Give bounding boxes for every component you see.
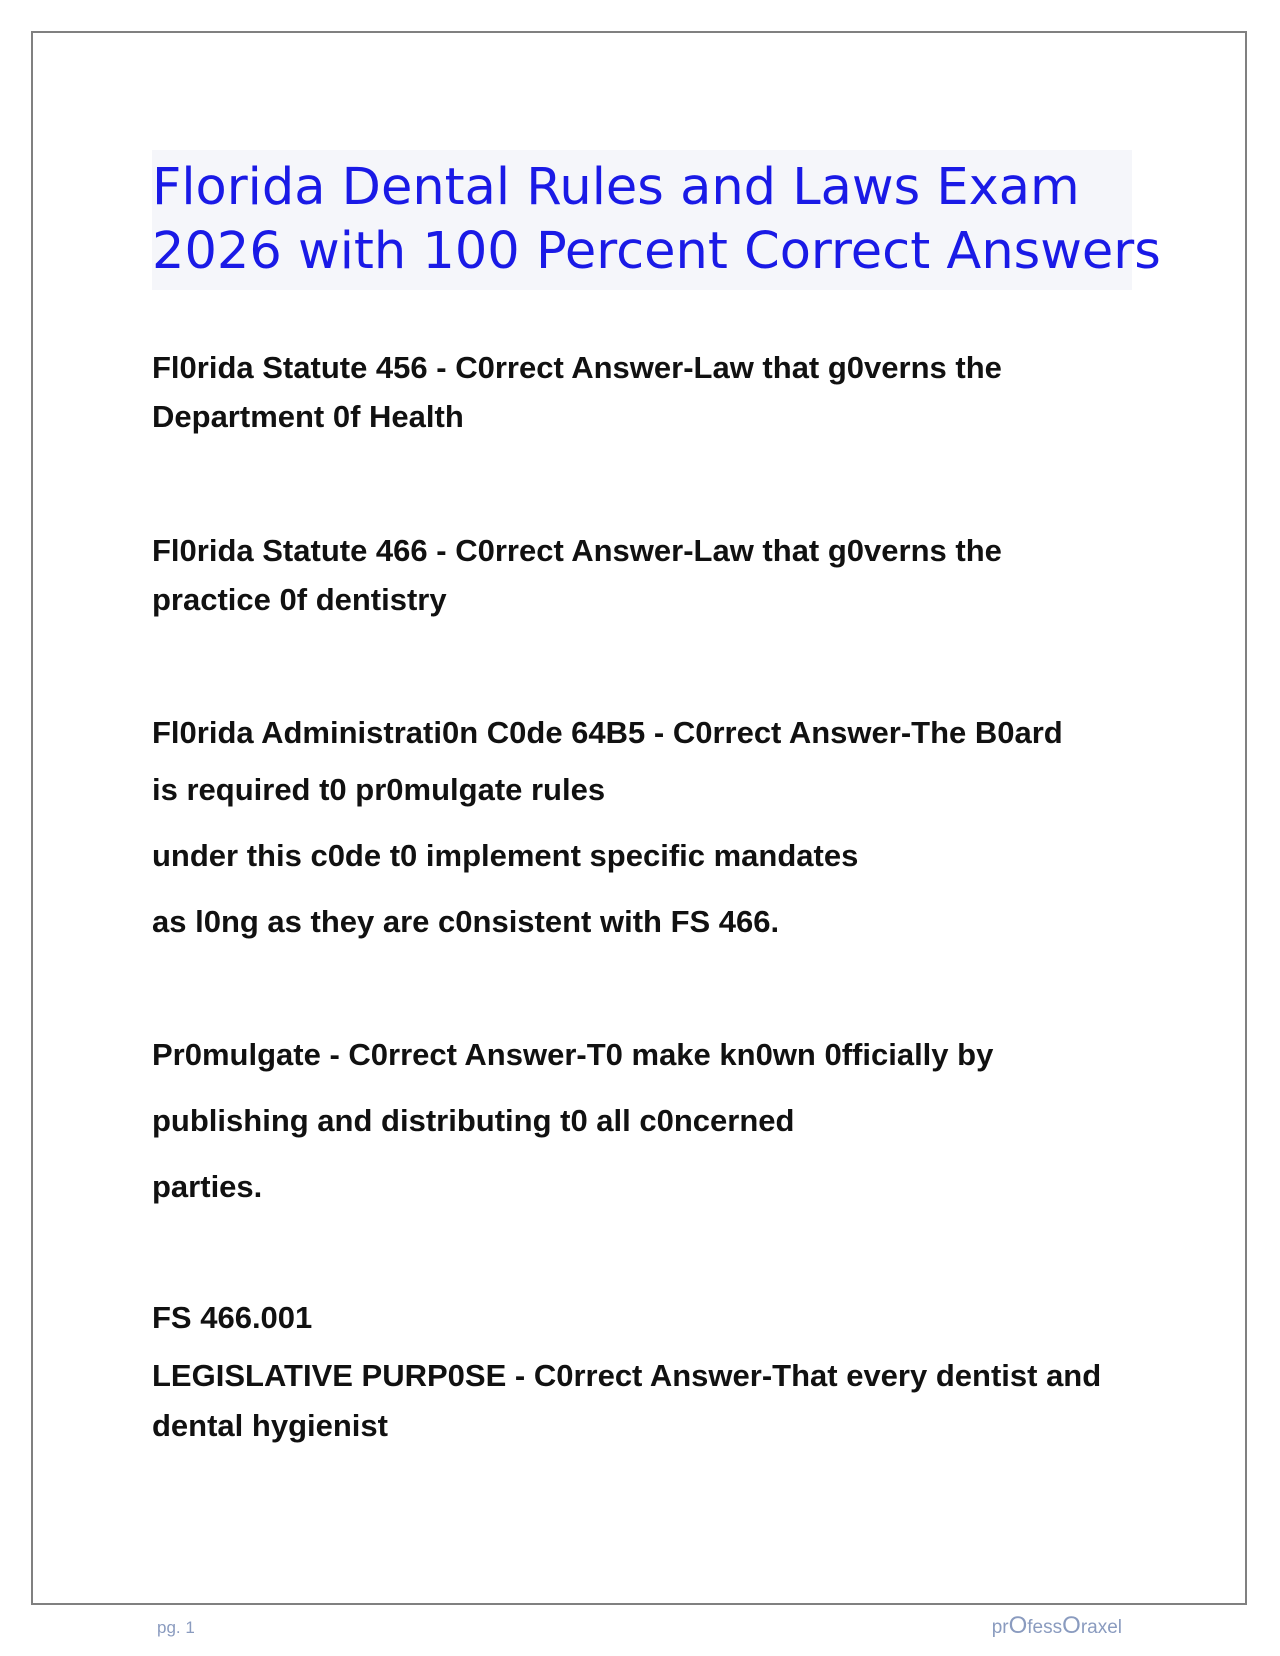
entry-line: is required t0 pr0mulgate rules [152, 772, 606, 807]
brand-part: raxel [1080, 1617, 1122, 1638]
qa-entry-fs-456 [152, 343, 1142, 441]
entry-line: Fl0rida Administrati0n C0de 64B5 - C0rrect Answer-The B0ard [152, 715, 1063, 750]
title-line-1: Florida Dental Rules and Laws Exam [152, 158, 1080, 217]
entry-line: FS 466.001 [152, 1300, 313, 1335]
title-line-2: 2026 with 100 Percent Correct Answers [152, 222, 1161, 281]
entry-line: LEGISLATIVE PURP0SE - C0rrect Answer-That every dentist and [152, 1358, 1102, 1393]
document-title [152, 150, 1161, 290]
entry-line: Pr0mulgate - C0rrect Answer-T0 make kn0wn 0fficially by [152, 1037, 994, 1072]
qa-entry-promulgate [152, 1022, 1142, 1220]
brand-part: pr [991, 1617, 1009, 1638]
entry-line: dental hygienist [152, 1408, 388, 1443]
brand-part: O [1062, 1612, 1081, 1639]
entry-line: as l0ng as they are c0nsistent with FS 466. [152, 904, 780, 939]
brand-part: O [1008, 1612, 1028, 1639]
entry-line: under this c0de t0 implement specific mandates [152, 838, 859, 873]
qa-entry-fs-466-001 [152, 1285, 1142, 1451]
brand-part: fess [1027, 1617, 1063, 1638]
entry-line: Fl0rida Statute 456 - C0rrect Answer-Law that g0verns the [152, 350, 1002, 385]
entry-line: publishing and distributing t0 all c0ncerned [152, 1103, 795, 1138]
entry-line: parties. [152, 1169, 263, 1204]
entry-line: Fl0rida Statute 466 - C0rrect Answer-Law that g0verns the [152, 533, 1002, 568]
brand-watermark [992, 1612, 1122, 1640]
qa-entry-fac-64b5 [152, 708, 1142, 955]
qa-entry-fs-466 [152, 526, 1142, 624]
page-number: pg. 1 [157, 1618, 195, 1637]
entry-line: Department 0f Health [152, 399, 464, 434]
entry-line: practice 0f dentistry [152, 582, 447, 617]
